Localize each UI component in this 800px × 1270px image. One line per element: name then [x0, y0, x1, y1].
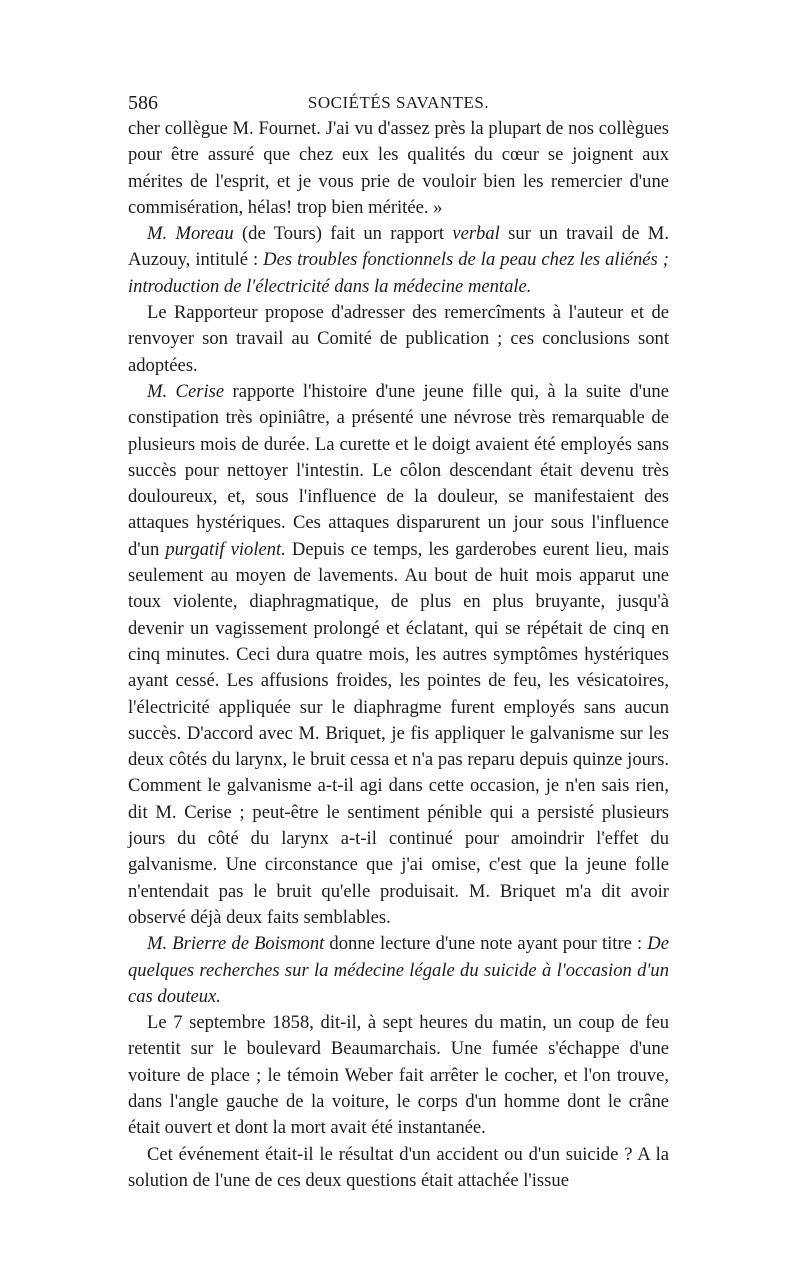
- paragraph-cerise-case: [128, 379, 669, 931]
- paragraph-text: cher collègue M. Fournet. J'ai vu d'assez près la plupart de nos collègues pour être assuré que chez eux les qualités du cœur se joignent aux mérites de l'esprit, et je vous prie de vouloir bien les remercier d'une commisération, hélas! trop bien méritée. »: [128, 118, 669, 218]
- emphasis-text: purgatif violent.: [165, 538, 286, 560]
- paragraph-moreau-report: [128, 221, 669, 300]
- page-header: [128, 86, 669, 116]
- emphasis-text: verbal: [452, 223, 500, 245]
- work-title: Des troubles fonctionnels de la peau chez les aliénés ; introduction de l'électricité dans la médecine mentale.: [128, 249, 669, 297]
- work-title: De quelques recherches sur la médecine légale du suicide à l'occasion d'un cas douteux.: [128, 933, 669, 1007]
- paragraph-text: sur un travail de M. Auzouy, intitulé :: [128, 223, 669, 271]
- speaker-name: M. Cerise: [147, 380, 225, 402]
- body-text: [128, 116, 669, 1194]
- paragraph-text: (de Tours) fait un rapport: [233, 223, 453, 245]
- paragraph-text: Cet événement était-il le résultat d'un accident ou d'un suicide ? A la solution de l'une de ces deux questions était attachée l'issue: [128, 1143, 669, 1191]
- paragraph-text: donne lecture d'une note ayant pour titre :: [324, 933, 648, 955]
- running-title: SOCIÉTÉS SAVANTES.: [307, 93, 490, 112]
- paragraph-text: rapporte l'histoire d'une jeune fille qui, à la suite d'une constipation très opiniâtre, a présenté une névrose très remarquable de plusieurs mois de durée. La curette et le doigt avaient été employés sans succès pour nettoyer l'intestin. Le côlon descendant était devenu très douloureux, et, sous l'influence de la douleur, se manifestaient des attaques hystériques. Ces attaques disparurent un jour sous l'influence d'un: [128, 380, 669, 560]
- paragraph-text: Le Rapporteur propose d'adresser des remercîments à l'auteur et de renvoyer son travail au Comité de publication ; ces conclusions sont adoptées.: [128, 302, 669, 376]
- book-page: [128, 86, 669, 1194]
- paragraph-question: [128, 1142, 669, 1195]
- paragraph-boulevard-event: [128, 1010, 669, 1141]
- paragraph-text: Depuis ce temps, les garderobes eurent lieu, mais seulement au moyen de lavements. Au bout de huit mois apparut une toux violente, diaphragmatique, de plus en plus bruyante, jusqu'à devenir un vagissement prolongé et éclatant, qui se répétait de cinq en cinq minutes. Ceci dura quatre mois, les autres symptômes hystériques ayant cessé. Les affusions froides, les pointes de feu, les vésicatoires, l'électricité appliquée sur le diaphragme furent employés sans aucun succès. D'accord avec M. Briquet, je fis appliquer le galvanisme sur les deux côtés du larynx, le bruit cessa et n'a pas reparu depuis quinze jours. Comment le galvanisme a-t-il agi dans cette occasion, je n'en sais rien, dit M. Cerise ; peut-être le sentiment pénible qui a persisté plusieurs jours du côté du larynx a-t-il continué pour amoindrir l'effet du galvanisme. Une circonstance que j'ai omise, c'est que la jeune folle n'entendait pas le bruit qu'elle produisait. M. Briquet m'a dit avoir observé déjà deux faits semblables.: [128, 538, 669, 928]
- paragraph-brierre-note: [128, 931, 669, 1010]
- paragraph-condolence-end: [128, 116, 669, 221]
- page-number: 586: [128, 92, 158, 114]
- speaker-name: M. Brierre de Boismont: [147, 933, 325, 955]
- speaker-name: M. Moreau: [147, 223, 234, 245]
- paragraph-rapporteur: [128, 300, 669, 379]
- paragraph-text: Le 7 septembre 1858, dit-il, à sept heures du matin, un coup de feu retentit sur le boulevard Beaumarchais. Une fumée s'échappe d'une voiture de place ; le témoin Weber fait arrêter le cocher, et l'on trouve, dans l'angle gauche de la voiture, le corps d'un homme dont le crâne était ouvert et dont la mort avait été instantanée.: [128, 1012, 669, 1139]
